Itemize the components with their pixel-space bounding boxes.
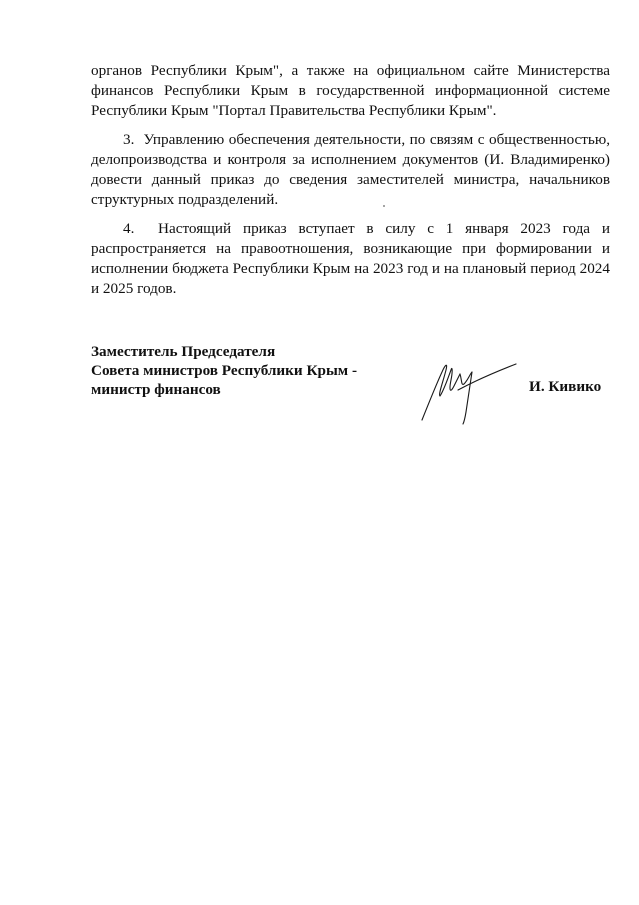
paragraph-item-3: 3. Управлению обеспечения деятельности, по связям с общественностью, делопроизводства и контроля за исполнением документов (И. Владимиренко) довести данный приказ до сведения заместителей министра, начальников структурных подразделений. bbox=[91, 131, 610, 208]
signatory-name: И. Кивико bbox=[529, 378, 602, 395]
signatory-title-line: Совета министров Республики Крым - bbox=[91, 362, 357, 379]
stray-mark bbox=[383, 205, 385, 207]
handwritten-signature bbox=[418, 350, 518, 425]
paragraph-item-4: 4. Настоящий приказ вступает в силу с 1 января 2023 года и распространяется на правоотношения, возникающие при формировании и исполнении бюджета Республики Крым на 2023 год и на плановый период 2024 и 2025 годов. bbox=[91, 220, 610, 297]
signatory-title bbox=[91, 342, 357, 399]
signatory-title-line: Заместитель Председателя bbox=[91, 343, 276, 360]
signatory-title-line: министр финансов bbox=[91, 381, 221, 398]
paragraph-publication: органов Республики Крым", а также на официальном сайте Министерства финансов Республики Крым в государственной информационной системе Республики Крым "Портал Правительства Республики Крым". bbox=[91, 62, 610, 119]
